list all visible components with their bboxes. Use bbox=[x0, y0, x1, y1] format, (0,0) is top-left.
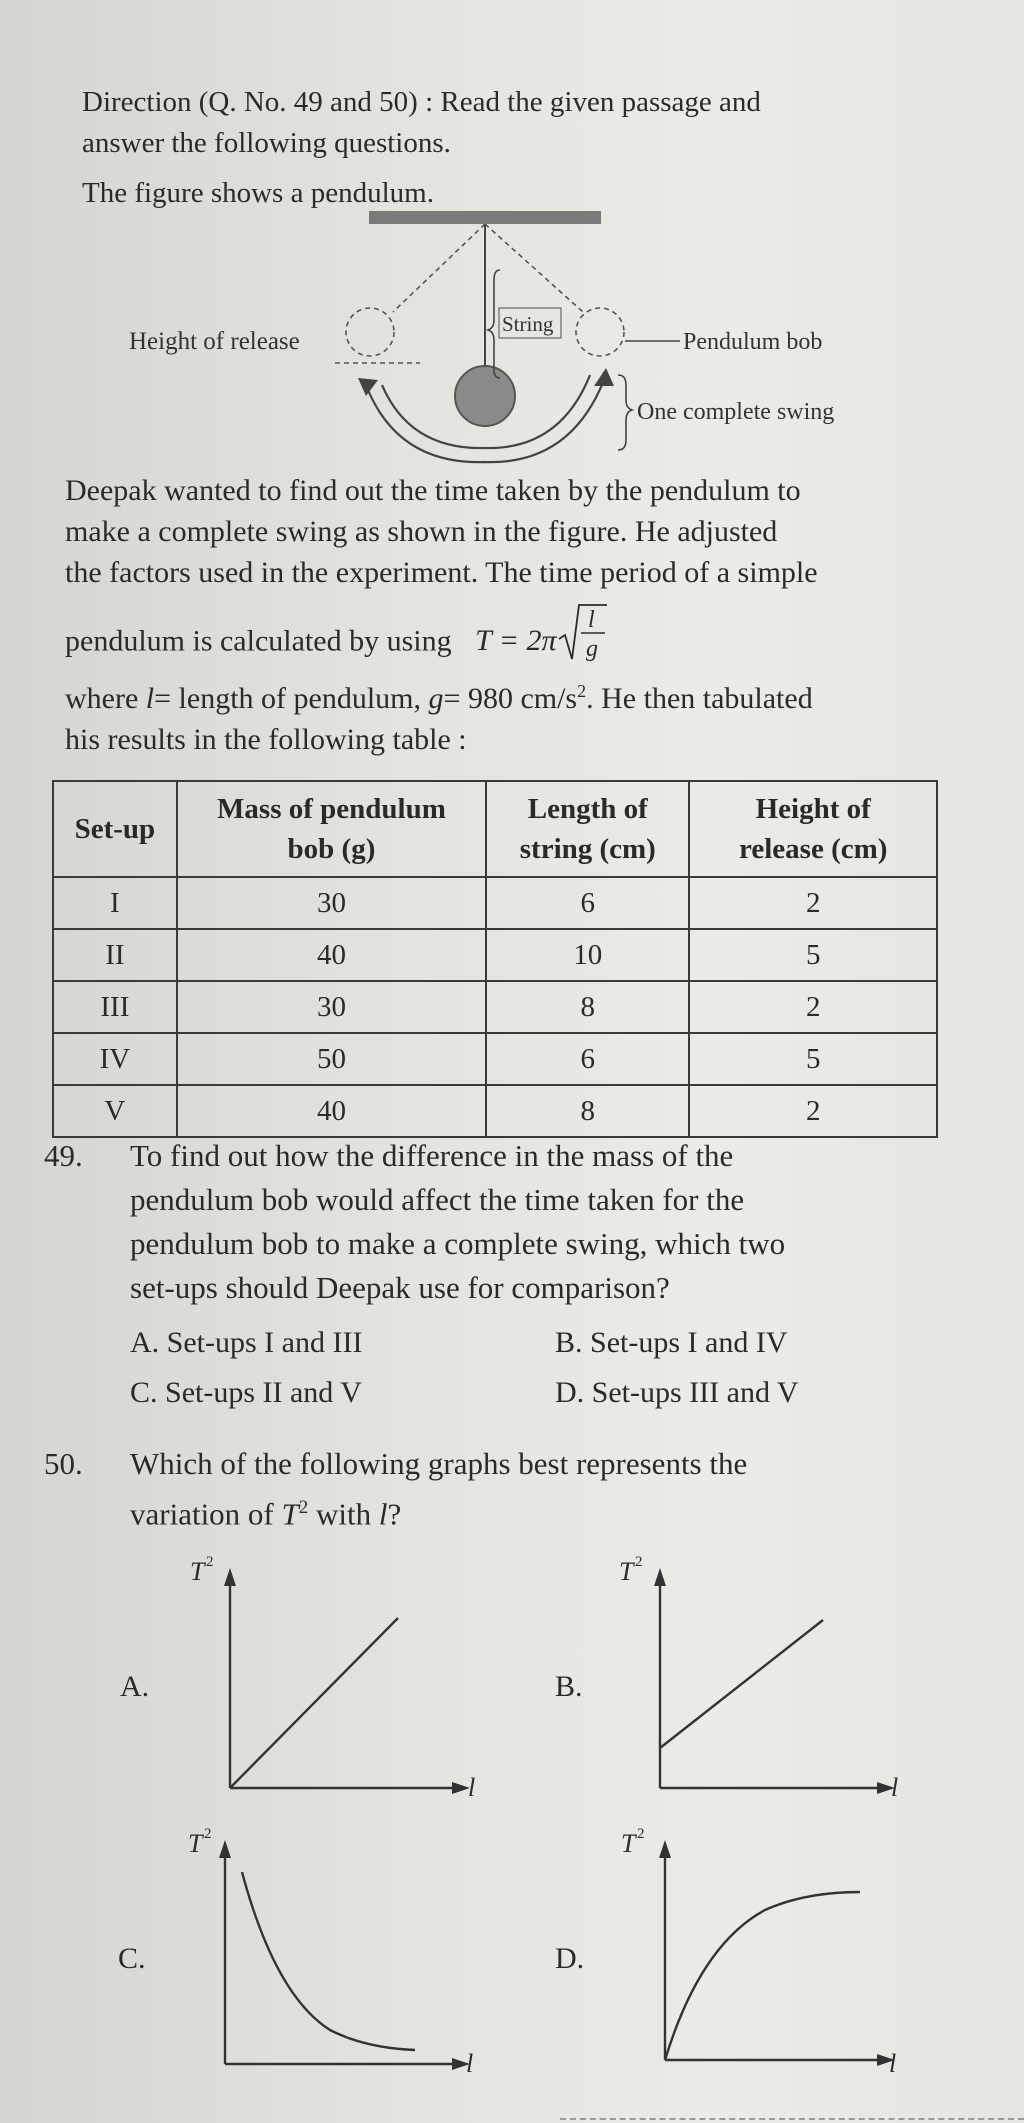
complete-swing-label: One complete swing bbox=[637, 399, 835, 425]
header-length: Length of string (cm) bbox=[486, 781, 689, 877]
graph-d-y-arrowhead bbox=[659, 1840, 671, 1858]
graph-a-y-exp: 2 bbox=[206, 1554, 214, 1570]
q50-with: with bbox=[316, 1496, 372, 1532]
formula-denominator: g bbox=[585, 636, 598, 662]
page-bottom-dashed-edge bbox=[560, 2118, 1024, 2120]
q50-var-T: T bbox=[281, 1496, 299, 1532]
cell-height: 2 bbox=[689, 1085, 937, 1137]
graph-a-curve bbox=[230, 1618, 398, 1788]
graph-c-y-arrowhead bbox=[219, 1840, 231, 1858]
direction-text bbox=[82, 82, 922, 164]
passage-line-3: the factors used in the experiment. The time period of a simple bbox=[65, 556, 818, 589]
g-value: = 980 cm/s bbox=[443, 682, 578, 715]
swing-brace bbox=[618, 375, 632, 450]
q50-number: 50. bbox=[44, 1446, 83, 1481]
header-height: Height of release (cm) bbox=[689, 781, 937, 877]
var-g: g bbox=[428, 682, 444, 715]
cell-height: 5 bbox=[689, 1033, 937, 1085]
q49-option-b[interactable]: B. Set-ups I and IV bbox=[555, 1326, 788, 1359]
table-row bbox=[53, 877, 937, 929]
pendulum-bob bbox=[455, 366, 515, 426]
header-mass: Mass of pendulum bob (g) bbox=[177, 781, 486, 877]
graph-a-y-arrowhead bbox=[224, 1568, 236, 1586]
graph-a-x-label: l bbox=[468, 1773, 476, 1802]
graph-d-curve bbox=[665, 1892, 860, 2060]
q49-line-3: pendulum bob to make a complete swing, which two bbox=[130, 1226, 786, 1261]
graph-d[interactable] bbox=[605, 1820, 905, 2110]
q50-var-l: l bbox=[378, 1496, 388, 1532]
passage-line-1: Deepak wanted to find out the time taken by the pendulum to bbox=[65, 474, 801, 507]
figure-intro: The figure shows a pendulum. bbox=[82, 177, 434, 209]
q50-option-c[interactable]: C. bbox=[118, 1942, 146, 1975]
graph-b-y-arrowhead bbox=[654, 1568, 666, 1586]
table-row bbox=[53, 929, 937, 981]
q50-option-a[interactable]: A. bbox=[120, 1670, 150, 1703]
cell-setup: I bbox=[53, 877, 177, 929]
swing-arrowhead-left bbox=[358, 378, 378, 396]
tabulated-text: . He then tabulated bbox=[586, 682, 813, 715]
q50-exp: 2 bbox=[298, 1497, 309, 1518]
sqrt-fraction bbox=[557, 601, 609, 663]
cell-height: 2 bbox=[689, 877, 937, 929]
graph-d-y-exp: 2 bbox=[637, 1826, 645, 1842]
swing-arrowhead-right bbox=[594, 368, 614, 386]
graph-b-y-exp: 2 bbox=[635, 1554, 643, 1570]
cell-setup: III bbox=[53, 981, 177, 1033]
cell-mass: 40 bbox=[177, 1085, 486, 1137]
q49-number: 49. bbox=[44, 1138, 83, 1173]
formula-lhs: T = 2π bbox=[475, 624, 557, 658]
graph-b[interactable] bbox=[605, 1550, 905, 1830]
cell-mass: 50 bbox=[177, 1033, 486, 1085]
where-text: where bbox=[65, 682, 139, 715]
cell-mass: 40 bbox=[177, 929, 486, 981]
direction-line-2: answer the following questions. bbox=[82, 127, 451, 159]
header-setup: Set-up bbox=[53, 781, 177, 877]
passage-line-5 bbox=[65, 671, 925, 719]
pendulum-support bbox=[369, 211, 601, 224]
q50-option-d[interactable]: D. bbox=[555, 1942, 585, 1975]
graph-c-x-label: l bbox=[466, 2049, 474, 2078]
graph-b-curve bbox=[660, 1620, 823, 1748]
formula-intro: pendulum is calculated by using bbox=[65, 624, 452, 658]
right-bob-outline bbox=[576, 308, 624, 356]
q50-line-2 bbox=[130, 1486, 950, 1536]
question-49 bbox=[0, 1134, 1024, 1314]
cell-height: 5 bbox=[689, 929, 937, 981]
var-l: l bbox=[145, 682, 155, 715]
left-swing-line bbox=[393, 224, 485, 312]
graph-d-y-label: T bbox=[621, 1829, 636, 1858]
left-bob-outline bbox=[346, 308, 394, 356]
cell-length: 6 bbox=[486, 1033, 689, 1085]
cell-height: 2 bbox=[689, 981, 937, 1033]
graph-c[interactable] bbox=[180, 1820, 480, 2110]
height-of-release-label: Height of release bbox=[129, 328, 300, 355]
q50-variation: variation of bbox=[130, 1496, 274, 1532]
cell-mass: 30 bbox=[177, 877, 486, 929]
passage bbox=[65, 470, 925, 760]
table-row bbox=[53, 1033, 937, 1085]
length-def: = length of pendulum, bbox=[154, 682, 422, 715]
q49-line-4: set-ups should Deepak use for comparison? bbox=[130, 1270, 670, 1305]
graph-d-x-label: l bbox=[889, 2049, 897, 2078]
q49-line-2: pendulum bob would affect the time taken for the bbox=[130, 1182, 745, 1217]
q49-option-a[interactable]: A. Set-ups I and III bbox=[130, 1326, 363, 1359]
q49-option-d[interactable]: D. Set-ups III and V bbox=[555, 1376, 799, 1409]
cell-setup: V bbox=[53, 1085, 177, 1137]
table-header-row bbox=[53, 781, 937, 877]
passage-line-4 bbox=[65, 607, 925, 665]
right-swing-line bbox=[485, 224, 583, 312]
graph-c-curve bbox=[242, 1872, 415, 2050]
direction-line-1: Direction (Q. No. 49 and 50) : Read the given passage and bbox=[82, 86, 761, 118]
passage-line-6: his results in the following table : bbox=[65, 723, 467, 756]
q49-text bbox=[130, 1134, 950, 1310]
graph-c-y-exp: 2 bbox=[204, 1826, 212, 1842]
q50-line-1: Which of the following graphs best represents the bbox=[130, 1446, 748, 1481]
formula-sqrt bbox=[557, 601, 609, 674]
formula-numerator: l bbox=[587, 607, 595, 633]
pendulum-bob-label: Pendulum bob bbox=[683, 329, 823, 355]
cell-setup: IV bbox=[53, 1033, 177, 1085]
cell-setup: II bbox=[53, 929, 177, 981]
table-row bbox=[53, 981, 937, 1033]
graph-b-y-label: T bbox=[619, 1557, 634, 1586]
passage-line-2: make a complete swing as shown in the figure. He adjusted bbox=[65, 515, 778, 548]
graph-b-x-label: l bbox=[891, 1773, 899, 1802]
q50-text bbox=[130, 1442, 950, 1536]
graph-c-y-label: T bbox=[188, 1829, 203, 1858]
string-brace bbox=[488, 270, 500, 378]
g-exponent: 2 bbox=[577, 681, 587, 701]
q50-option-b[interactable]: B. bbox=[555, 1670, 583, 1703]
graph-a-y-label: T bbox=[190, 1557, 205, 1586]
pendulum-figure bbox=[0, 200, 1024, 470]
string-label: String bbox=[502, 312, 554, 336]
question-50 bbox=[0, 1442, 1024, 1542]
cell-length: 8 bbox=[486, 981, 689, 1033]
cell-length: 10 bbox=[486, 929, 689, 981]
results-table bbox=[52, 780, 938, 1138]
q50-qmark: ? bbox=[387, 1496, 402, 1532]
q49-option-c[interactable]: C. Set-ups II and V bbox=[130, 1376, 362, 1409]
cell-length: 8 bbox=[486, 1085, 689, 1137]
cell-length: 6 bbox=[486, 877, 689, 929]
q49-line-1: To find out how the difference in the mass of the bbox=[130, 1138, 734, 1173]
table-row bbox=[53, 1085, 937, 1137]
graph-a[interactable] bbox=[180, 1550, 480, 1830]
cell-mass: 30 bbox=[177, 981, 486, 1033]
